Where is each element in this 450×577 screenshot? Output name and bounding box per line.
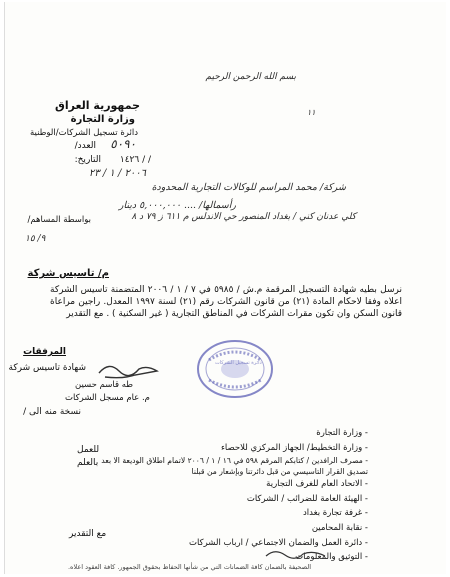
basmala: بسم الله الرحمن الرحيم <box>205 72 296 82</box>
copy-to-label: نسخة منه الى / <box>23 407 81 417</box>
document-page <box>4 2 446 574</box>
letterhead-country: جمهورية العراق <box>55 99 140 112</box>
subject: م/ تاسيس شركة <box>27 268 109 279</box>
letterhead-ministry: وزارة التجارة <box>70 114 135 125</box>
side-note-regards: مع التقدير <box>69 529 107 539</box>
handwritten-mark-icon <box>263 546 329 562</box>
copy-to-item: - التوثيق والمعلومات <box>295 552 368 563</box>
footer-note: الصحيفة بالضمان كافة الضمانات التي من شأنها الحفاظ بحقوق الجمهور. كافة العقود اعلاه. <box>67 563 311 571</box>
via-value: كلي عدنان كني / بغداد المنصور حي الاندلس م ٦١١ ز ٧٩ د ٨ <box>131 212 356 222</box>
signature-scribble-icon <box>95 359 165 381</box>
copy-to-item: - دائرة العمل والضمان الاجتماعي / ارباب الشركات <box>188 537 368 548</box>
letterhead-directorate: دائرة تسجيل الشركات/الوطنية <box>29 128 138 138</box>
number-value: ٥٠٩٠ <box>110 137 136 151</box>
copy-to-item: - الاتحاد العام للغرف التجارية <box>266 479 368 490</box>
capital-line: رأسمالها/ .... ٥,٠٠٠,٠٠٠ دينار <box>118 200 236 211</box>
signatory-title: م. عام مسجل الشركات <box>65 393 150 403</box>
copy-to-item: - وزارة التخطيط/ الجهاز المركزي للاحصاء <box>220 442 368 453</box>
top-mark: ١١ <box>307 108 316 117</box>
attachments-label: المرفقات <box>23 347 66 357</box>
side-note-action: للعمل <box>77 445 100 455</box>
attachments-item: شهادة تاسيس شركة <box>8 363 86 373</box>
side-note-info: بالعلم <box>77 458 99 468</box>
copy-to-item: - وزارة التجارة <box>316 428 368 438</box>
company-line: شركة/ محمد المراسم للوكالات التجارية المحدودة <box>151 182 346 193</box>
via-label: بواسطة المساهم/ <box>27 215 91 225</box>
hijri-label: التاريخ: <box>74 155 101 165</box>
copy-to-item: - مصرف الرافدين / كتابكم المرقم ٥٩٨ في ١٦ / ١ / ٢٠٠٦ لاتمام اطلاق الوديعة الا بعد تصديق القرار التاسيسي من قبل دائرتنا وبإشعار من قبلنا <box>101 456 368 477</box>
copy-to-item: - الهيئة العامة للضرائب / الشركات <box>246 493 368 504</box>
hijri-value: / / ١٤٢٦ <box>119 155 151 165</box>
signatory-name: طه قاسم حسين <box>75 380 134 390</box>
official-stamp-icon <box>195 338 275 400</box>
copy-to-item: - نقابة المحامين <box>311 522 368 533</box>
copy-to-item: - غرفة تجارة بغداد <box>302 508 368 519</box>
stamp-text: دائرة تسجيل الشركات <box>215 360 262 366</box>
letter-date: ٢٠٠٦ / ١ / ٢٣ <box>88 168 146 179</box>
copy-to-list <box>88 426 368 565</box>
margin-note: ٩/ ١٥ <box>25 234 46 244</box>
number-label: العدد/ <box>74 141 96 151</box>
body-paragraph: نرسل بطيه شهادة التسجيل المرقمة م.ش / ٥٩٨٥ في ٧ / ١ / ٢٠٠٦ المتضمنة تاسيس الشركة اعلاه وفقا لاحكام المادة (٢١) من قانون الشركات رقم (٢١) لسنة ١٩٩٧ المعدل. راجين مراعاة قانون السكن وان تكون مقرات الشركات في المناطق التجارية ( غير السكنية ) . مع التقدير <box>50 285 403 319</box>
